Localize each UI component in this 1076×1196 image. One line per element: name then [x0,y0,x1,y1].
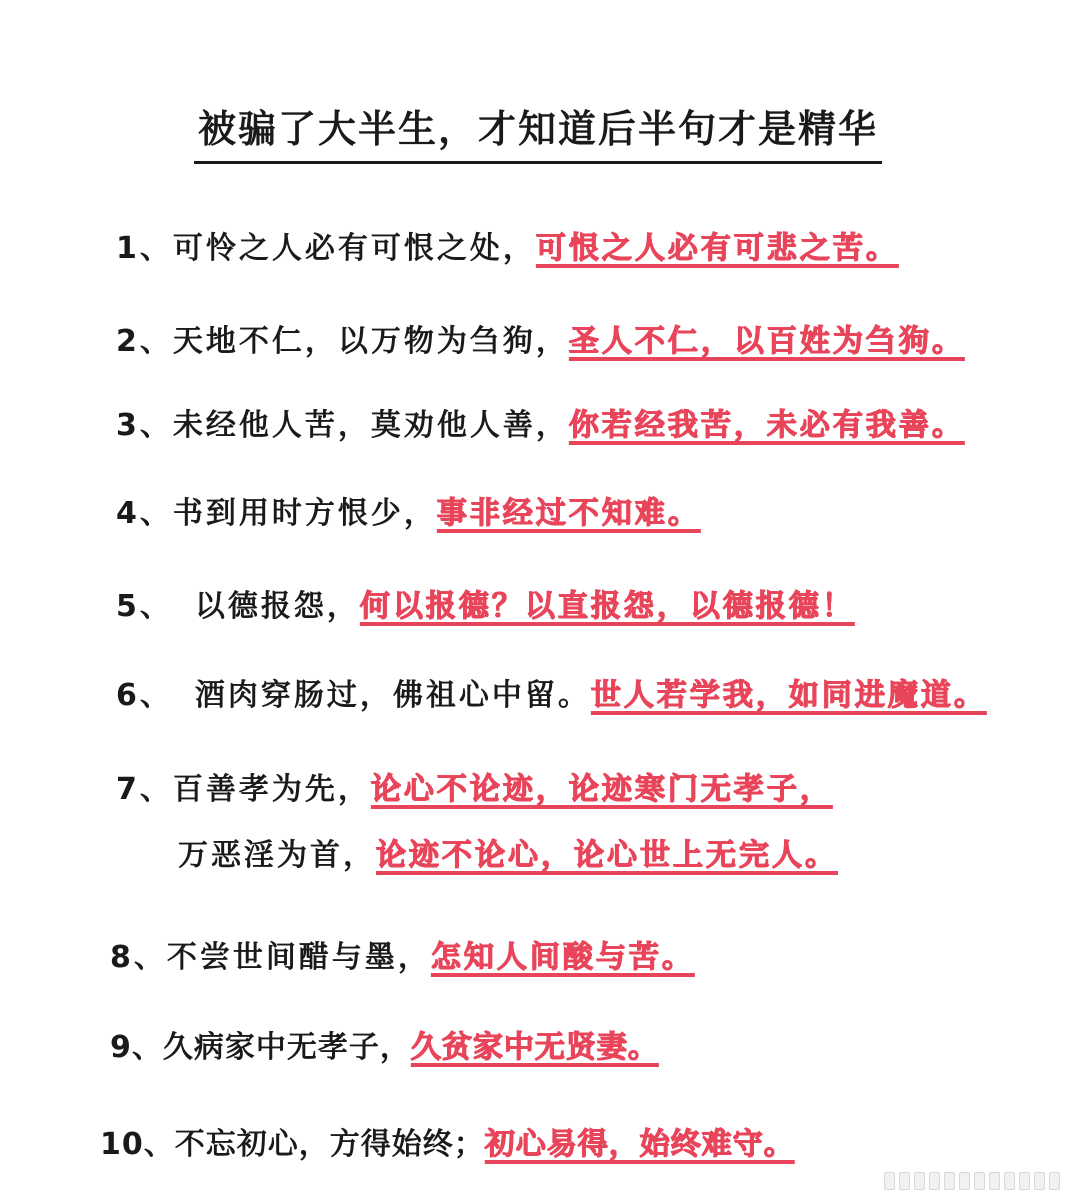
saying-number: 6、 [116,678,173,713]
saying-first-half: 不尝世间醋与墨， [166,940,431,975]
saying-first-half: 万恶淫为首， [178,838,376,873]
saying-second-half: 圣人不仁，以百姓为刍狗。 [568,324,965,359]
saying-second-half: 论心不论迹，论迹寒门无孝子， [370,772,833,807]
saying-line-1 [116,229,899,269]
saying-first-half: 百善孝为先， [172,772,371,807]
saying-first-half: 书到用时方恨少， [172,496,437,531]
saying-first-half: 可怜之人必有可恨之处， [172,231,536,266]
page-title: 被骗了大半生，才知道后半句才是精华 [194,98,882,164]
saying-second-half: 事非经过不知难。 [436,496,701,531]
saying-line-7a [116,770,833,810]
saying-second-half: 你若经我苦，未必有我善。 [568,408,965,443]
saying-second-half: 何以报德？以直报怨，以德报德！ [359,589,855,624]
saying-number: 2、 [116,324,173,359]
saying-number: 10、 [100,1127,175,1162]
saying-number: 1、 [116,231,173,266]
saying-line-2 [116,322,965,362]
saying-line-8 [110,938,695,978]
saying-line-3 [116,406,965,446]
saying-first-half: 天地不仁，以万物为刍狗， [172,324,569,359]
saying-second-half: 可恨之人必有可悲之苦。 [535,231,899,266]
saying-line-7b [178,836,838,876]
page-title-wrap [0,98,1076,164]
saying-number: 8、 [110,940,167,975]
saying-number: 3、 [116,408,173,443]
saying-second-half: 怎知人间酸与苦。 [430,940,695,975]
saying-first-half: 以德报怨， [194,589,360,624]
saying-second-half: 久贫家中无贤妻。 [410,1030,659,1065]
saying-line-10 [100,1125,795,1165]
saying-second-half: 论迹不论心，论心世上无完人。 [376,838,838,873]
saying-number: 5、 [116,589,173,624]
saying-second-half: 世人若学我，如同进魔道。 [590,678,987,713]
saying-line-6 [116,676,987,716]
saying-first-half: 久病家中无孝子， [162,1030,411,1065]
saying-line-5 [116,587,855,627]
saying-number: 4、 [116,496,173,531]
saying-first-half: 不忘初心，方得始终； [174,1127,485,1162]
saying-number: 7、 [116,772,173,807]
saying-first-half: 未经他人苦，莫劝他人善， [172,408,569,443]
watermark-icon [884,1172,1060,1190]
saying-first-half: 酒肉穿肠过，佛祖心中留。 [194,678,591,713]
saying-line-4 [116,494,701,534]
saying-second-half: 初心易得，始终难守。 [484,1127,795,1162]
saying-number: 9、 [110,1030,163,1065]
saying-line-9 [110,1028,659,1068]
